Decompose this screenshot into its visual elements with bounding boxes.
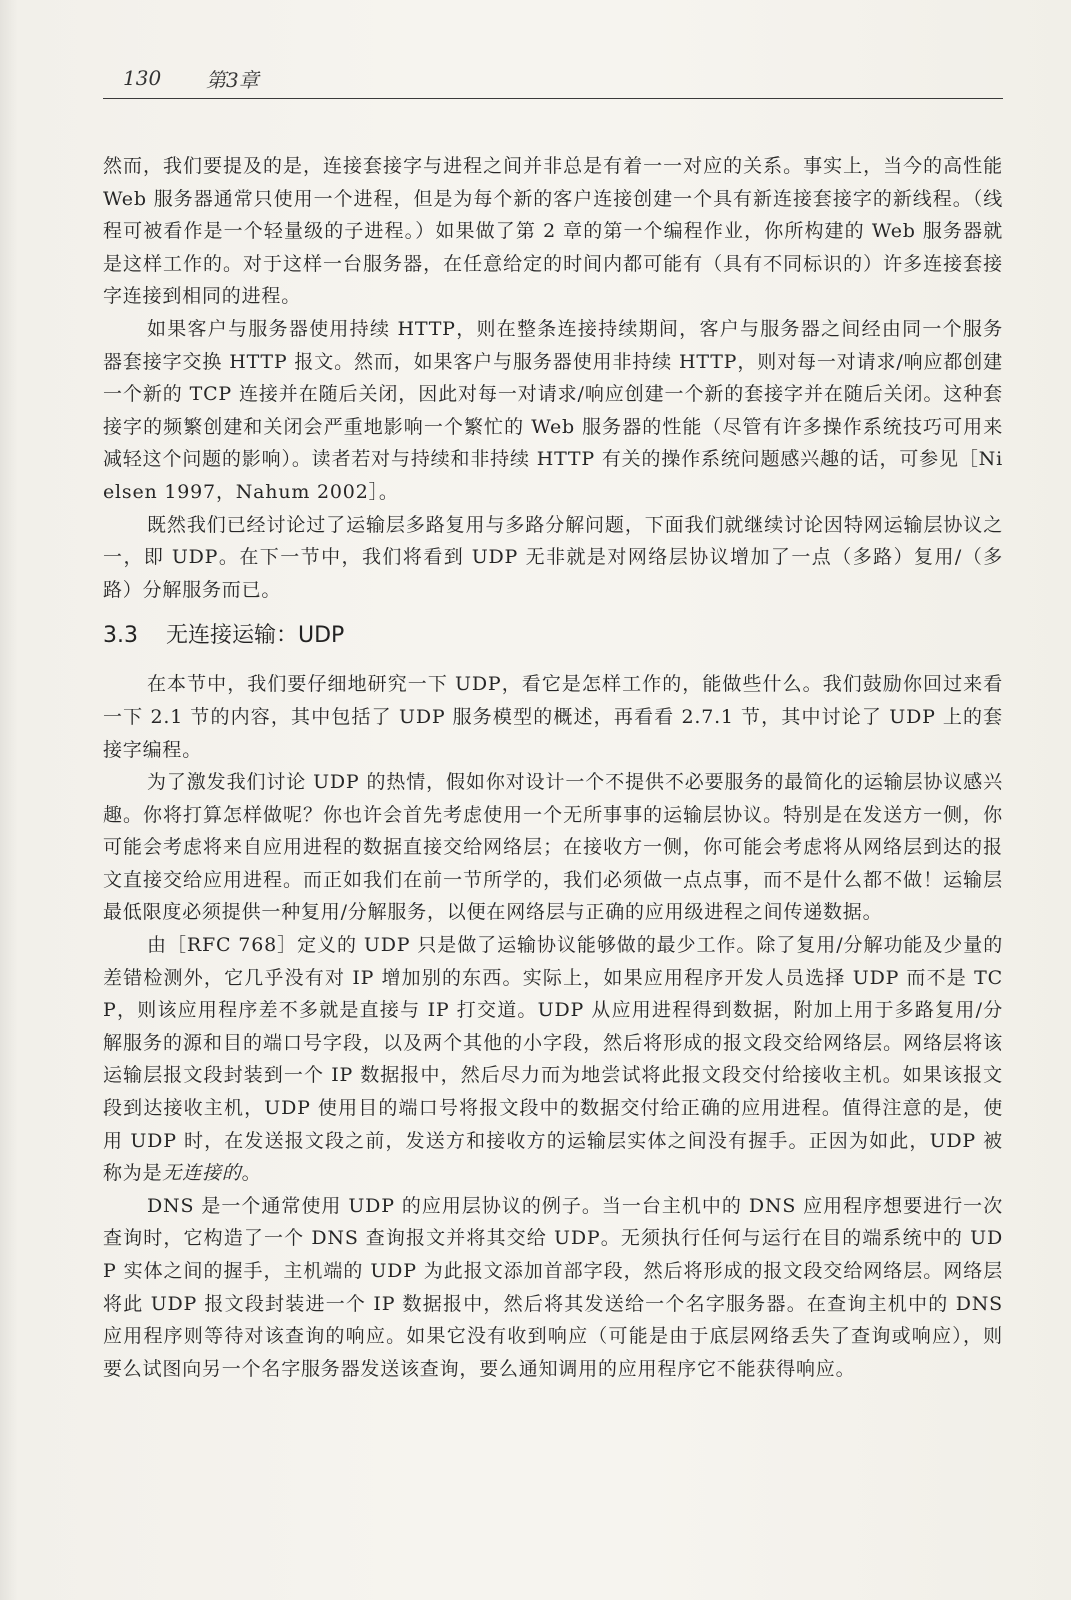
page-header (103, 58, 1003, 99)
paragraph-transition: 既然我们已经讨论过了运输层多路复用与多路分解问题，下面我们就继续讨论因特网运输层协议之一，即 UDP。在下一节中，我们将看到 UDP 无非就是对网络层协议增加了一点（多路）复用/（多路）分解服务而已。 (103, 513, 1003, 601)
section-title: 无连接运输：UDP (166, 623, 345, 649)
chapter-label: 第3章 (206, 68, 259, 92)
udp-definition-end: 。 (241, 1162, 262, 1185)
paragraph-udp-motivation: 为了激发我们讨论 UDP 的热情，假如你对设计一个不提供不必要服务的最简化的运输层协议感兴趣。你将打算怎样做呢？你也许会首先考虑使用一个无所事事的运输层协议。特别是在发送方一侧，你可能会考虑将来自应用进程的数据直接交给网络层；在接收方一侧，你可能会考虑将从网络层到达的报文直接交给应用进程。而正如我们在前一节所学的，我们必须做一点点事，而不是什么都不做！运输层最低限度必须提供一种复用/分解服务，以便在网络层与正确的应用级进程之间传递数据。 (103, 771, 1003, 924)
page-body (103, 150, 1003, 1385)
paragraph-udp-intro: 在本节中，我们要仔细地研究一下 UDP，看它是怎样工作的，能做些什么。我们鼓励你回过来看一下 2.1 节的内容，其中包括了 UDP 服务模型的概述，再看看 2.7.1 节，其中讨论了 UDP 上的套接字编程。 (103, 673, 1003, 761)
paragraph-connection-sockets: 然而，我们要提及的是，连接套接字与进程之间并非总是有着一一对应的关系。事实上，当今的高性能 Web 服务器通常只使用一个进程，但是为每个新的客户连接创建一个具有新连接套接字的新线程。（线程可被看作是一个轻量级的子进程。）如果做了第 2 章的第一个编程作业，你所构建的 Web 服务器就是这样工作的。对于这样一台服务器，在任意给定的时间内都可能有（具有不同标识的）许多连接套接字连接到相同的进程。 (103, 155, 1003, 308)
paragraph-udp-definition (103, 929, 1003, 1190)
section-number: 3.3 (103, 623, 138, 649)
page-edge-shadow (0, 0, 18, 1600)
page-number: 130 (123, 66, 162, 90)
connectionless-term: 无连接的 (162, 1162, 242, 1185)
udp-definition-text: 由［RFC 768］定义的 UDP 只是做了运输协议能够做的最少工作。除了复用/分解功能及少量的差错检测外，它几乎没有对 IP 增加别的东西。实际上，如果应用程序开发人员选择 UDP 而不是 TCP，则该应用程序差不多就是直接与 IP 打交道。UDP 从应用进程得到数据，附加上用于多路复用/分解服务的源和目的端口号字段，以及两个其他的小字段，然后将形成的报文段交给网络层。网络层将该运输层报文段封装到一个 IP 数据报中，然后尽力而为地尝试将此报文段交付给接收主机。如果该报文段到达接收主机，UDP 使用目的端口号将报文段中的数据交付给正确的应用进程。值得注意的是，使用 UDP 时，在发送报文段之前，发送方和接收方的运输层实体之间没有握手。正因为如此，UDP 被称为是 (103, 934, 1003, 1185)
paragraph-persistent-http: 如果客户与服务器使用持续 HTTP，则在整条连接持续期间，客户与服务器之间经由同一个服务器套接字交换 HTTP 报文。然而，如果客户与服务器使用非持续 HTTP，则对每一对请求/响应都创建一个新的 TCP 连接并在随后关闭，因此对每一对请求/响应创建一个新的套接字并在随后关闭。这种套接字的频繁创建和关闭会严重地影响一个繁忙的 Web 服务器的性能（尽管有许多操作系统技巧可用来减轻这个问题的影响）。读者若对与持续和非持续 HTTP 有关的操作系统问题感兴趣的话，可参见［Nielsen 1997，Nahum 2002］。 (103, 317, 1003, 503)
section-heading (103, 616, 1003, 656)
paragraph-dns-example: DNS 是一个通常使用 UDP 的应用层协议的例子。当一台主机中的 DNS 应用程序想要进行一次查询时，它构造了一个 DNS 查询报文并将其交给 UDP。无须执行任何与运行在目的端系统中的 UDP 实体之间的握手，主机端的 UDP 为此报文添加首部字段，然后将形成的报文段交给网络层。网络层将此 UDP 报文段封装进一个 IP 数据报中，然后将其发送给一个名字服务器。在查询主机中的 DNS 应用程序则等待对该查询的响应。如果它没有收到响应（可能是由于底层网络丢失了查询或响应），则要么试图向另一个名字服务器发送该查询，要么通知调用的应用程序它不能获得响应。 (103, 1194, 1003, 1380)
